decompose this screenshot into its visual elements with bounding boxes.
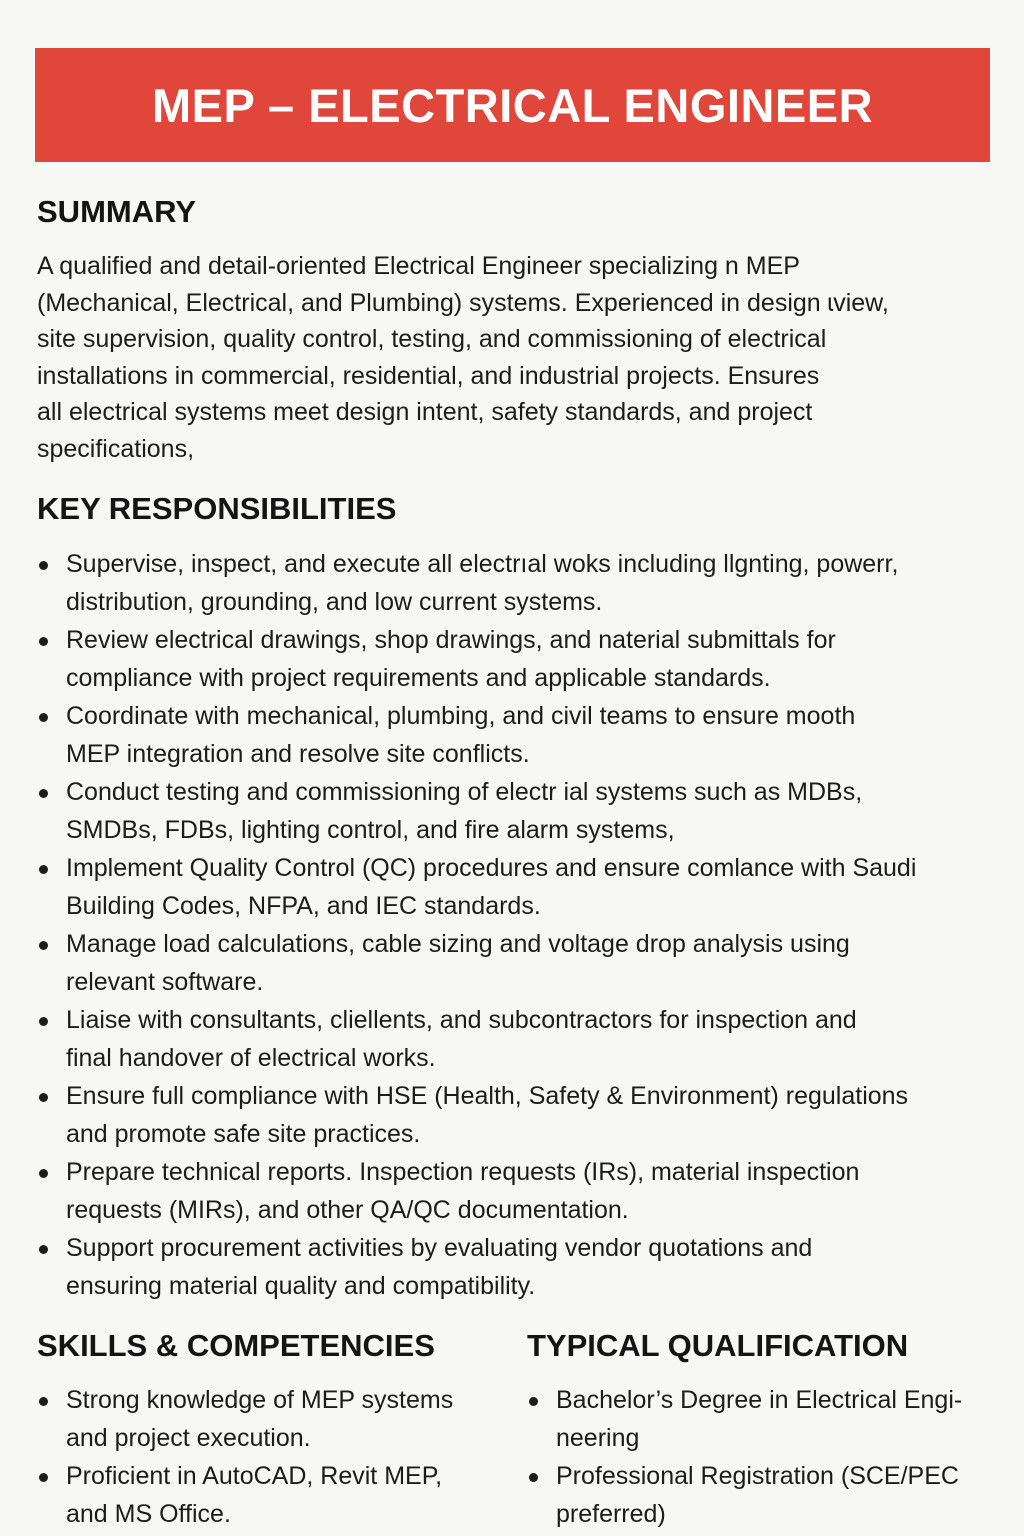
list-item [37,1154,1007,1229]
bullet-icon [39,1245,48,1254]
list-item [37,1382,517,1457]
list-item [37,1458,517,1533]
list-item-text: Strong knowledge of MEP systems and project execution. [66,1386,454,1452]
list-item [37,622,1007,697]
bullet-icon [39,637,48,646]
list-item-text: Support procurement activities by evaluating vendor quotations and ensuring material quality and compatibility. [66,1234,813,1300]
skills-heading: SKILLS & COMPETENCIES [37,1328,435,1363]
list-item [37,1230,1007,1305]
list-item [37,774,1007,849]
summary-text: A qualified and detail-oriented Electrical Engineer specializing n MEP (Mechanical, Electrical, and Plumbing) systems. Experienced in design ɩview, site supervision, quality control, testing, and commissioning of electrical installations in commercial, residential, and industrial projects. Ensures all electrical systems meet design intent, safety standards, and project specifications, [37,252,889,463]
page-title: MEP – ELECTRICAL ENGINEER [151,78,874,132]
title-banner [35,48,990,162]
list-item-text: Proficient in AutoCAD, Revit MEP, and MS Office. [66,1462,443,1528]
list-item [527,1382,1007,1457]
list-item-text: Conduct testing and commissioning of electr ial systems such as MDBs, SMDBs, FDBs, lighting control, and fire alarm systems, [66,778,863,844]
list-item-text: Ensure full compliance with HSE (Health, Safety & Environment) regulations and promote safe site practices. [66,1082,909,1148]
list-item-text: Coordinate with mechanical, plumbing, and civil teams to ensure mooth MEP integration and resolve site conflicts. [66,702,856,768]
bullet-icon [39,941,48,950]
list-item [37,926,1007,1001]
responsibilities-list [37,546,1007,1306]
list-item-text: Liaise with consultants, cliellents, and subcontractors for inspection and final handover of electrical works. [66,1006,857,1072]
bullet-icon [529,1473,538,1482]
bullet-icon [39,1473,48,1482]
list-item-text: Review electrical drawings, shop drawings, and naterial submittals for compliance with project requirements and applicable standards. [66,626,836,692]
bullet-icon [39,1017,48,1026]
bullet-icon [529,1397,538,1406]
list-item-text: Implement Quality Control (QC) procedures and ensure comlance with Saudi Building Codes, NFPA, and IEC standards. [66,854,917,920]
bullet-icon [39,1397,48,1406]
list-item [37,1078,1007,1153]
list-item [527,1458,1007,1533]
skills-list [37,1382,517,1534]
list-item-text: Professional Registration (SCE/PEC preferred) [556,1462,959,1528]
list-item-text: Supervise, inspect, and execute all electrıal woks including llgnting, powerr, distribution, grounding, and low current systems. [66,550,899,616]
bullet-icon [39,1093,48,1102]
bullet-icon [39,1169,48,1178]
list-item-text: Bachelor’s Degree in Electrical Engi- neering [556,1386,963,1452]
bullet-icon [39,713,48,722]
bullet-icon [39,789,48,798]
list-item-text: Manage load calculations, cable sizing and voltage drop analysis using relevant software. [66,930,850,996]
list-item [37,698,1007,773]
list-item [37,546,1007,621]
qualification-list [527,1382,1007,1534]
list-item-text: Prepare technical reports. Inspection requests (IRs), material inspection requests (MIRs), and other QA/QC documentation. [66,1158,860,1224]
list-item [37,1002,1007,1077]
qualification-heading: TYPICAL QUALIFICATION [527,1328,909,1363]
bullet-icon [39,561,48,570]
responsibilities-heading: KEY RESPONSIBILITIES [37,491,397,526]
summary-heading: SUMMARY [37,194,197,229]
list-item [37,850,1007,925]
bullet-icon [39,865,48,874]
